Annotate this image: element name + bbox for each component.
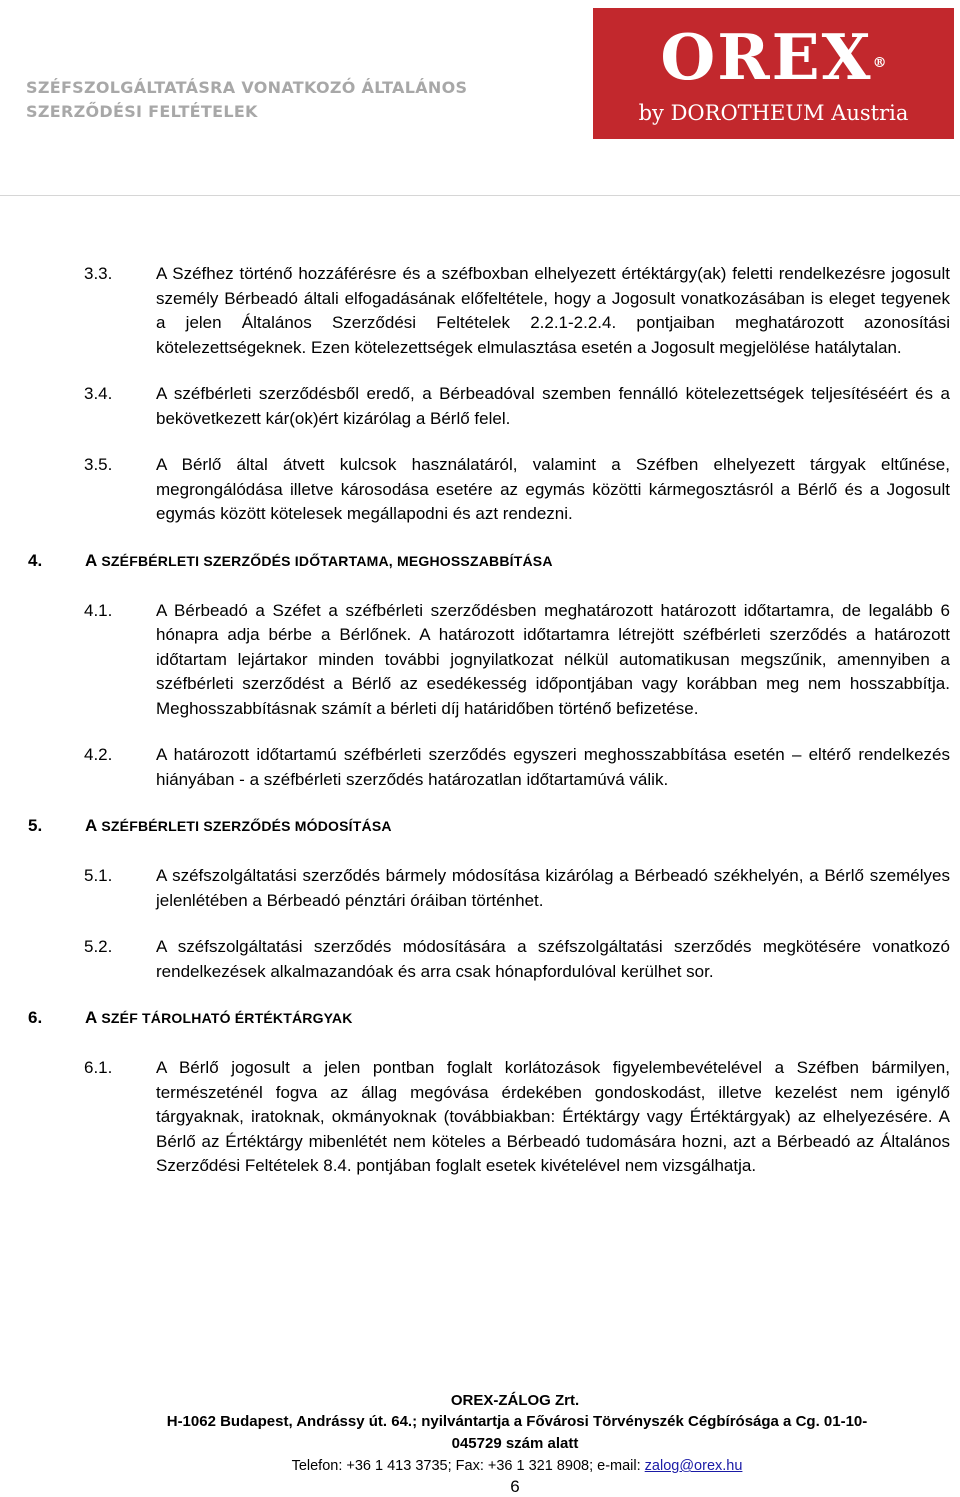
paragraph-4-2 — [84, 743, 950, 792]
footer-contact — [0, 1457, 960, 1475]
page-number: 6 — [510, 1477, 520, 1496]
paragraph-number: 4.2. — [84, 745, 113, 764]
paragraph-3-4 — [84, 382, 950, 431]
paragraph-number: 5.2. — [84, 937, 113, 956]
section-title — [85, 814, 392, 838]
section-title — [85, 1006, 353, 1030]
section-title-rest: SZÉFBÉRLETI SZERZŐDÉS IDŐTARTAMA, MEGHOSSZABBÍTÁSA — [101, 552, 553, 569]
header-divider — [0, 195, 960, 196]
footer-company: OREX-ZÁLOG Zrt. — [450, 1392, 580, 1409]
section-title — [85, 549, 553, 573]
paragraph-number: 3.4. — [84, 384, 113, 403]
section-title-initial: A — [85, 1008, 102, 1027]
paragraph-3-3 — [84, 262, 950, 360]
paragraph-text: A széfszolgáltatási szerződés bármely módosítása kizárólag a Bérbeadó székhelyén, a Bérlő személyes jelenlétében a Bérbeadó pénztári óráiban történhet. — [156, 866, 950, 910]
paragraph-number: 6.1. — [84, 1058, 113, 1077]
paragraph-text: A Bérlő jogosult a jelen pontban foglalt korlátozások figyelembevételével a Széfben bármilyen, természeténél fogva az állag megóvása érdekében gondoskodást, illetve kezelést nem igénylő tárgyaknak, iratoknak, okmányoknak (továbbiakban: Értéktárgy vagy Értéktárgyak) az elhelyezésére. A Bérlő az Értéktárgy mibenlétét nem köteles a Bérbeadó tudomására hozni, azt a Bérbeadó az Általános Szerződési Feltételek 8.4. pontjában foglalt esetek kivételével nem vizsgálhatja. — [156, 1058, 950, 1175]
registered-mark: ® — [872, 55, 887, 71]
paragraph-5-2 — [84, 935, 950, 984]
logo-tagline: by DOROTHEUM Austria — [638, 101, 909, 125]
orex-logo — [593, 8, 954, 139]
paragraph-text: A Bérlő által átvett kulcsok használatáról, valamint a Széfben elhelyezett tárgyak eltűnése, megrongálódása illetve károsodása esetére az egymás közötti kármegosztásról a Bérlő és a Jogosult egymás között kötelesek megállapodni és azt rendezni. — [156, 455, 950, 523]
paragraph-number: 5.1. — [84, 866, 113, 885]
section-title-initial: A — [85, 550, 102, 570]
document-title — [26, 76, 467, 124]
paragraph-number: 3.5. — [84, 455, 113, 474]
paragraph-3-5 — [84, 453, 950, 527]
document-body — [0, 262, 960, 1179]
paragraph-text: A határozott időtartamú széfbérleti szerződés egyszeri meghosszabbítása esetén – eltérő rendelkezés hiányában - a széfbérleti szerződés határozatlan időtartamúvá válik. — [156, 745, 950, 789]
page-header — [0, 0, 960, 196]
section-title-rest: SZÉFBÉRLETI SZERZŐDÉS MÓDOSÍTÁSA — [101, 818, 392, 834]
paragraph-text: A széfbérleti szerződésből eredő, a Bérbeadóval szemben fennálló kötelezettségek teljesítéséért és a bekövetkezett kár(ok)ért kizárólag a Bérlő felel. — [156, 384, 950, 428]
footer-address-line1: H-1062 Budapest, Andrássy út. 64.; nyilvántartja a Fővárosi Törvényszék Cégbírósága a Cg. 01-10- — [166, 1413, 868, 1430]
footer-email-link[interactable]: zalog@orex.hu — [644, 1458, 743, 1474]
paragraph-4-1 — [84, 599, 950, 722]
section-title-initial: A — [85, 816, 102, 835]
paragraph-6-1 — [84, 1056, 950, 1179]
paragraph-number: 4.1. — [84, 600, 113, 620]
paragraph-5-1 — [84, 864, 950, 913]
logo-wordmark-text: OREX — [660, 20, 873, 94]
section-heading-6 — [28, 1006, 960, 1030]
section-heading-5 — [28, 814, 960, 838]
section-number: 5. — [28, 816, 43, 835]
document-title-line1: SZÉFSZOLGÁLTATÁSRA VONATKOZÓ ÁLTALÁNOS — [26, 78, 468, 97]
paragraph-text: A Bérbeadó a Széfet a széfbérleti szerződésben meghatározott határozott időtartamra, de legalább 6 hónapra adja bérbe a Bérlőnek. A határozott időtartamra létrejött széfbérleti szerződés a határozott időtartam lejártakor minden további jognyilatkozat nélkül automatikusan megszűnik, amennyiben a széfbérleti szerződést a Bérlő az esedékesség időpontjában vagy korábban meg nem hosszabbítja. Meghosszabbításnak számít a bérleti díj határidőben történő befizetése. — [156, 600, 950, 718]
logo-wordmark — [593, 20, 954, 94]
section-title-rest: SZÉF TÁROLHATÓ ÉRTÉKTÁRGYAK — [101, 1010, 353, 1026]
section-number: 6. — [28, 1008, 43, 1027]
section-heading-4 — [28, 549, 960, 573]
footer-address-line2: 045729 szám alatt — [451, 1435, 579, 1452]
paragraph-text: A Széfhez történő hozzáférésre és a széfboxban elhelyezett értéktárgy(ak) feletti rendelkezésre jogosult személy Bérbeadó általi elfogadásának előfeltétele, hogy a Jogosult vonatkozásában is eleget tegyenek a jelen Általános Szerződési Feltételek 2.2.1-2.2.4. pontjaiban meghatározott azonosítási kötelezettségeknek. Ezen kötelezettségek elmulasztása esetén a Jogosult megjelölése hatálytalan. — [156, 264, 950, 357]
section-number: 4. — [28, 550, 43, 570]
paragraph-number: 3.3. — [84, 264, 113, 283]
footer-contact-text: Telefon: +36 1 413 3735; Fax: +36 1 321 8908; e-mail: — [291, 1458, 645, 1474]
paragraph-text: A széfszolgáltatási szerződés módosítására a széfszolgáltatási szerződés megkötésére vonatkozó rendelkezések alkalmazandóak és arra csak hónapfordulóval kerülhet sor. — [156, 937, 950, 981]
document-title-line2: SZERZŐDÉSI FELTÉTELEK — [26, 102, 258, 121]
